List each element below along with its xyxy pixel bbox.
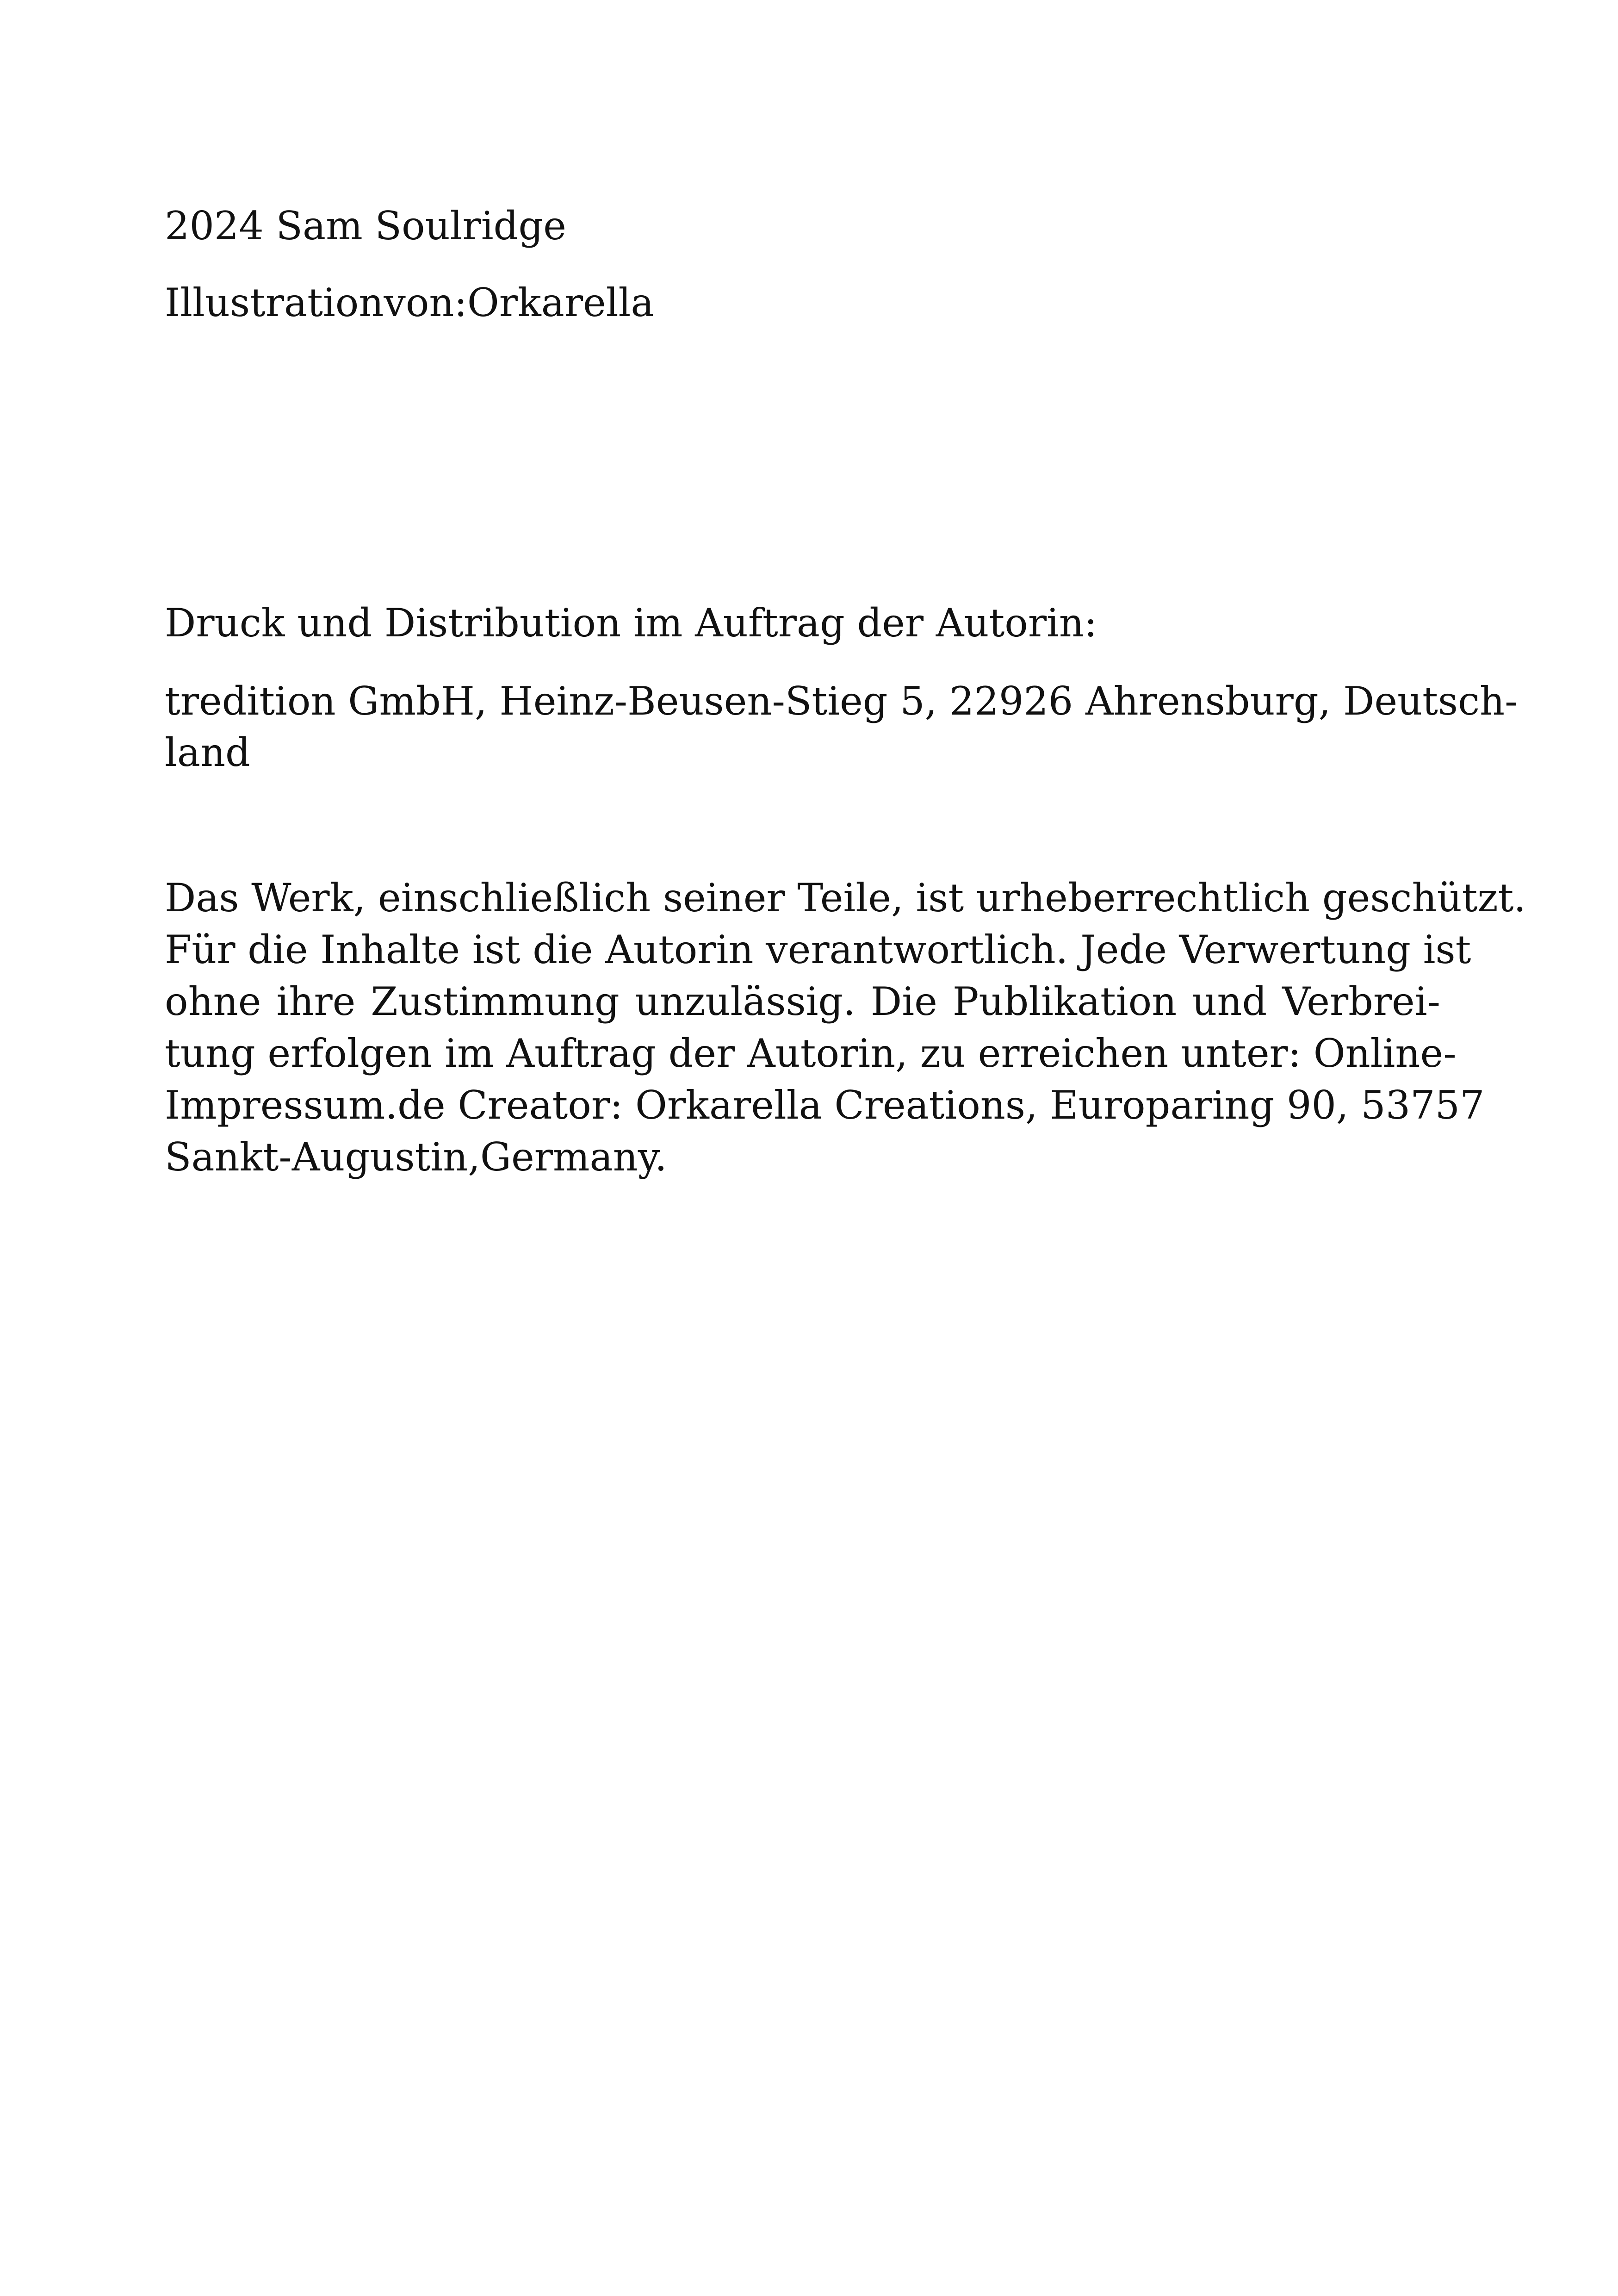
illustration-credit: Illustrationvon:Orkarella	[165, 280, 654, 325]
copyright-line: 2024 Sam Soulridge	[165, 203, 566, 249]
publisher-address-line-2: land	[165, 730, 250, 775]
print-distribution-heading: Druck und Distribution im Auftrag der Autorin:	[165, 600, 1097, 646]
legal-notice	[165, 872, 1526, 1183]
legal-notice-line: Das Werk, einschließlich seiner Teile, ist urheberrechtlich geschützt.	[165, 875, 1526, 921]
legal-notice-line: Für die Inhalte ist die Autorin verantwortlich. Jede Verwertung ist	[165, 927, 1471, 972]
legal-notice-line: ohne ihre Zustimmung unzulässig. Die Publikation und Verbrei-	[165, 979, 1440, 1024]
legal-notice-line: tung erfolgen im Auftrag der Autorin, zu erreichen unter: Online-	[165, 1031, 1457, 1076]
legal-notice-line: Sankt-Augustin,Germany.	[165, 1134, 667, 1180]
publisher-address-line-1: tredition GmbH, Heinz-Beusen-Stieg 5, 22926 Ahrensburg, Deutsch-	[165, 678, 1518, 724]
legal-notice-line: Impressum.de Creator: Orkarella Creations, Europaring 90, 53757	[165, 1083, 1485, 1128]
